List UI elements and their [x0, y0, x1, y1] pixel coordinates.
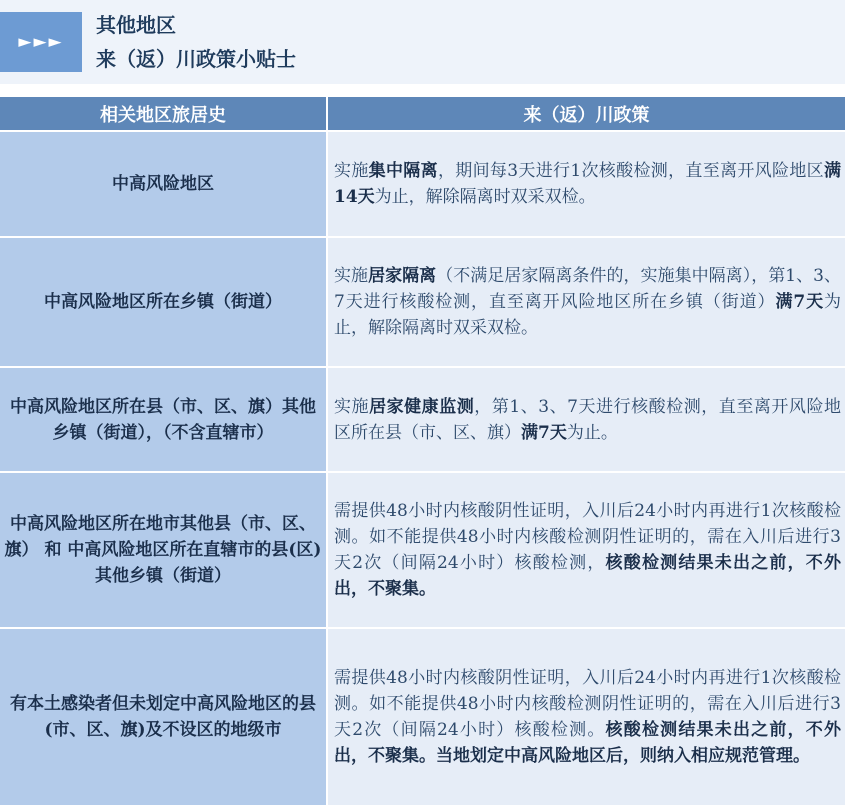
policy-text: 实施	[334, 396, 370, 417]
policy-emphasis: 满14天	[334, 161, 842, 207]
policy-emphasis: 居家隔离	[368, 266, 437, 286]
policy-cell	[327, 237, 845, 367]
policy-emphasis: 满7天	[775, 292, 824, 312]
policy-text: 实施	[334, 266, 369, 286]
region-cell: 有本土感染者但未划定中高风险地区的县(市、区、旗)及不设区的地级市	[0, 628, 327, 805]
policy-text: 为止，解除隔离时双采双检。	[374, 187, 596, 207]
header-title	[96, 8, 296, 76]
header-title-line1: 其他地区	[96, 13, 176, 37]
policy-cell	[327, 472, 845, 628]
table-row	[0, 472, 845, 628]
policy-emphasis: 居家健康监测	[369, 396, 475, 417]
region-cell: 中高风险地区所在乡镇（街道）	[0, 237, 327, 367]
policy-text: （不满足居家隔离条件的，实施集中隔离），第1、3、7天进行核酸检测，直至离开风险地区所在乡镇（街道）	[334, 266, 842, 312]
region-cell: 中高风险地区	[0, 131, 327, 237]
column-header-policy: 来（返）川政策	[327, 97, 845, 131]
triple-arrow-icon: ►►►	[0, 12, 82, 72]
policy-text: 实施	[334, 161, 369, 181]
policy-cell	[327, 367, 845, 472]
policy-emphasis: 核酸检测结果未出之前，不外出，不聚集。当地划定中高风险地区后，则纳入相应规范管理。	[334, 720, 841, 766]
table-row	[0, 237, 845, 367]
policy-cell	[327, 628, 845, 805]
policy-text: ，第1、3、7天进行核酸检测，直至离开风险地区所在县（市、区、旗）	[334, 396, 842, 443]
region-cell: 中高风险地区所在地市其他县（市、区、旗） 和 中高风险地区所在直辖市的县(区)其他乡镇（街道）	[0, 472, 327, 628]
table-row	[0, 131, 845, 237]
table-header-row	[0, 97, 845, 131]
policy-text: 为止，解除隔离时双采双检。	[334, 292, 841, 338]
policy-text: 为止。	[566, 422, 618, 443]
column-header-region: 相关地区旅居史	[0, 97, 327, 131]
policy-table	[0, 97, 845, 805]
region-cell: 中高风险地区所在县（市、区、旗）其他乡镇（街道），（不含直辖市）	[0, 367, 327, 472]
policy-emphasis: 核酸检测结果未出之前，不外出，不聚集。	[334, 553, 841, 599]
policy-emphasis: 集中隔离	[368, 161, 438, 181]
policy-emphasis: 满7天	[521, 422, 567, 443]
policy-text: ，期间每3天进行1次核酸检测，直至离开风险地区	[437, 161, 825, 181]
policy-text: 需提供48小时内核酸阴性证明，入川后24小时内再进行1次核酸检测。如不能提供48小时内核酸检测阴性证明的，需在入川后进行3天2次（间隔24小时）核酸检测，	[334, 501, 841, 573]
policy-cell	[327, 131, 845, 237]
table-row	[0, 628, 845, 805]
policy-text: 需提供48小时内核酸阴性证明，入川后24小时内再进行1次核酸检测。如不能提供48小时内核酸检测阴性证明的，需在入川后进行3天2次（间隔24小时）核酸检测。	[334, 668, 841, 740]
table-row	[0, 367, 845, 472]
section-header	[0, 0, 845, 84]
header-title-line2: 来（返）川政策小贴士	[96, 47, 296, 71]
